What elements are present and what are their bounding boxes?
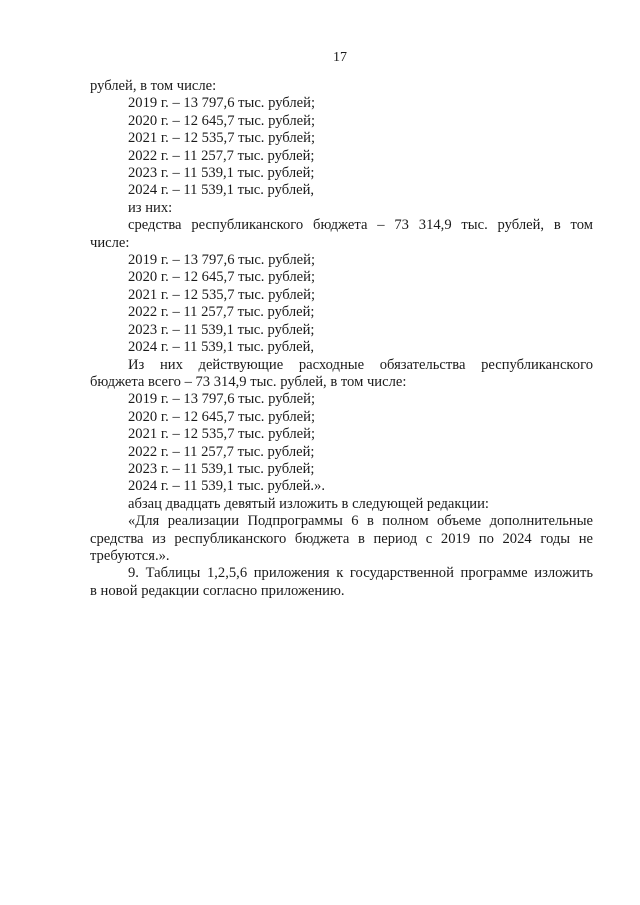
year-line: 2019 г. – 13 797,6 тыс. рублей; [128, 391, 315, 408]
text-line: рублей, в том числе: [90, 78, 217, 94]
year-line: 2023 г. – 11 539,1 тыс. рублей; [128, 165, 315, 182]
year-line: 2023 г. – 11 539,1 тыс. рублей; [128, 460, 315, 477]
text-line: бюджета всего – 73 314,9 тыс. рублей, в том числе: [90, 373, 407, 390]
year-line: 2021 г. – 12 535,7 тыс. рублей; [128, 130, 315, 147]
text-line: абзац двадцать девятый изложить в следующей редакции: [128, 495, 489, 512]
text-line: средства республиканского бюджета – 73 314,9 тыс. рублей, в том [128, 217, 593, 234]
text-line: числе: [90, 234, 130, 251]
year-line: 2020 г. – 12 645,7 тыс. рублей; [128, 112, 315, 129]
text-line: средства из республиканского бюджета в период с 2019 по 2024 годы не [90, 530, 593, 547]
text-line: «Для реализации Подпрограммы 6 в полном объеме дополнительные [128, 513, 593, 530]
year-line: 2019 г. – 13 797,6 тыс. рублей; [128, 252, 315, 269]
year-line: 2024 г. – 11 539,1 тыс. рублей, [128, 182, 315, 199]
year-line: 2020 г. – 12 645,7 тыс. рублей; [128, 269, 315, 286]
text-line: в новой редакции согласно приложению. [90, 582, 345, 599]
text-line: 9. Таблицы 1,2,5,6 приложения к государственной программе изложить [128, 565, 593, 582]
text-line: Из них действующие расходные обязательства республиканского [128, 356, 593, 373]
year-line: 2021 г. – 12 535,7 тыс. рублей; [128, 286, 315, 303]
text-line: из них: [128, 199, 173, 216]
year-line: 2023 г. – 11 539,1 тыс. рублей; [128, 321, 315, 338]
year-line: 2019 г. – 13 797,6 тыс. рублей; [128, 95, 315, 112]
year-line: 2020 г. – 12 645,7 тыс. рублей; [128, 408, 315, 425]
year-line: 2022 г. – 11 257,7 тыс. рублей; [128, 304, 315, 321]
year-line: 2024 г. – 11 539,1 тыс. рублей.». [128, 478, 325, 495]
page-number: 17 [333, 50, 347, 65]
year-line: 2024 г. – 11 539,1 тыс. рублей, [128, 339, 315, 356]
document-body [90, 78, 593, 600]
year-line: 2022 г. – 11 257,7 тыс. рублей; [128, 147, 315, 164]
year-line: 2022 г. – 11 257,7 тыс. рублей; [128, 443, 315, 460]
year-line: 2021 г. – 12 535,7 тыс. рублей; [128, 426, 315, 443]
text-line: требуются.». [90, 547, 170, 564]
